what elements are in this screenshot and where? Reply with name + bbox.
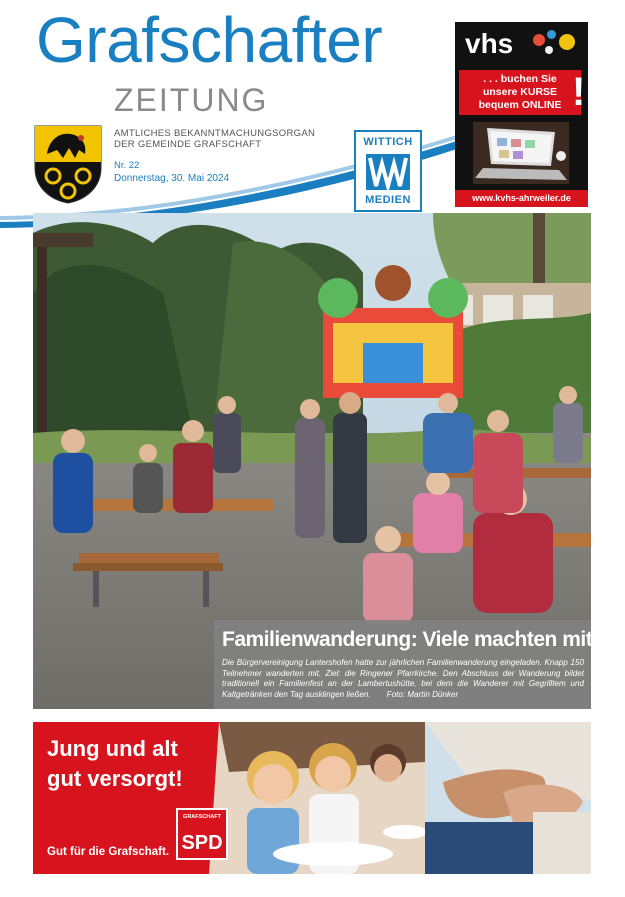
spd-logo (176, 808, 228, 860)
publisher-name-top: WITTICH (363, 136, 413, 148)
cover-headline: Familienwanderung: Viele machten mit! (222, 628, 599, 651)
photo-credit: Foto: Martin Dünker (386, 689, 459, 699)
spd-headline-line-1: Jung und alt (47, 736, 178, 761)
vhs-dot-icon (547, 30, 556, 39)
spd-slogan: Gut für die Grafschaft. (47, 846, 170, 858)
spd-logo-region: GRAFSCHAFT (183, 814, 221, 820)
vhs-logo: vhs (465, 28, 514, 59)
issue-number: Nr. 22 (114, 160, 140, 171)
vhs-promo-box (459, 70, 581, 115)
vhs-promo-line-2: unsere KURSE (482, 86, 558, 98)
publisher-name-bottom: MEDIEN (365, 194, 411, 206)
masthead-subtitle: ZEITUNG (114, 82, 269, 118)
municipal-crest-icon (33, 124, 103, 204)
vhs-dot-icon (533, 34, 545, 46)
spd-headline-line-2: gut versorgt! (47, 766, 183, 791)
cover-text (222, 658, 584, 700)
official-gazette-label (114, 128, 334, 150)
vhs-url-link[interactable]: www.kvhs-ahrweiler.de (455, 190, 588, 207)
issue-date: Donnerstag, 30. Mai 2024 (114, 173, 230, 184)
spd-advertisement[interactable] (33, 722, 591, 874)
vhs-dot-icon (559, 34, 575, 50)
vhs-promo-line-1: . . . buchen Sie (483, 73, 557, 85)
vhs-promo-line-3: bequem ONLINE (478, 99, 562, 111)
spd-logo-text: SPD (181, 832, 223, 854)
spd-headline (47, 734, 183, 794)
vhs-advertisement[interactable] (455, 22, 588, 207)
cover-caption-box (214, 620, 599, 709)
exclamation-icon: ! (572, 70, 586, 114)
official-line-1: AMTLICHES BEKANNTMACHUNGSORGAN (114, 128, 316, 139)
publisher-emblem-icon (366, 154, 410, 190)
vhs-dot-icon (545, 46, 553, 54)
cover-body: Die Bürgervereinigung Lantershofen hatte zur jährlichen Familienwanderung eingeladen. Knapp 150 Teilnehmer wanderten mit. Ziel: die Ringener Pfarrkirche. Den Abschluss der Wanderung bildet traditionell ein Familienfest an der Lambertushütte, bei dem die Wanderer mit Gegrilltem und Kaltgetränken den Tag ausklingen ließen. (222, 658, 584, 699)
laptop-icon (473, 122, 569, 184)
masthead-title: Grafschafter (36, 4, 383, 76)
wittich-medien-logo (354, 130, 422, 212)
official-line-2: DER GEMEINDE GRAFSCHAFT (114, 139, 262, 150)
